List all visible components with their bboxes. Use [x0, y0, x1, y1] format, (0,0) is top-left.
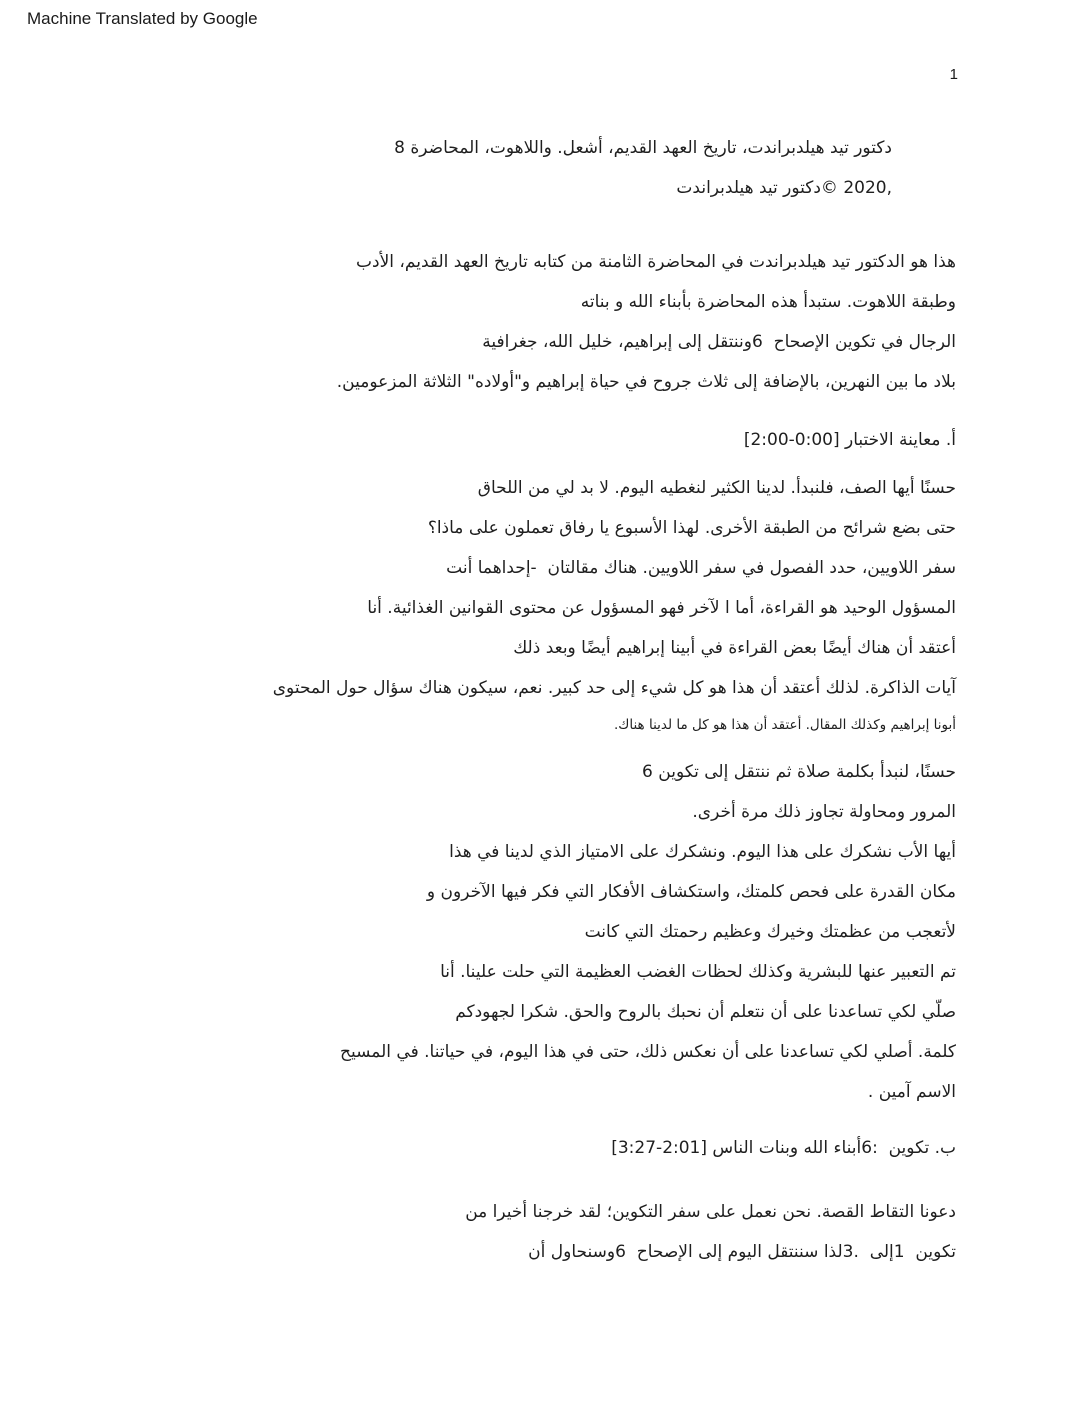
paragraph-intro — [130, 242, 956, 402]
paragraph-line: المرور ومحاولة تجاوز ذلك مرة أخرى. — [692, 802, 956, 822]
paragraph-line: المسؤول الوحيد هو القراءة، أما ا لآخر فهو المسؤول عن محتوى القوانين الغذائية. أنا — [367, 598, 956, 618]
section-heading-b — [130, 1128, 956, 1168]
paragraph-line: آيات الذاكرة. لذلك أعتقد أن هذا هو كل شيء إلى حد كبير. نعم، سيكون هناك سؤال حول المحتوى — [272, 678, 956, 698]
paragraph-line: حسنًا أيها الصف، فلنبدأ. لدينا الكثير لنغطيه اليوم. لا بد لي من اللحاق — [477, 478, 956, 498]
doc-header-line-1: دكتور تيد هيلدبراندت، تاريخ العهد القديم، أشعل. واللاهوت، المحاضرة 8 — [394, 138, 892, 158]
paragraph-line: حتى بضع شرائح من الطبقة الأخرى. لهذا الأسبوع يا رفاق تعملون على ماذا؟ — [427, 518, 956, 538]
paragraph-line: سفر اللاويين، حدد الفصول في سفر اللاويين. هناك مقالتان -إحداهما أنت — [446, 558, 956, 578]
paragraph-line: حسنًا، لنبدأ بكلمة صلاة ثم ننتقل إلى تكوين 6 — [642, 762, 956, 782]
paragraph-line: هذا هو الدكتور تيد هيلدبراندت في المحاضرة الثامنة من كتابه تاريخ العهد القديم، الأدب — [356, 252, 956, 272]
paragraph-quiz-preview — [130, 468, 956, 742]
paragraph-line: مكان القدرة على فحص كلمتك، واستكشاف الأفكار التي فكر فيها الآخرون و — [426, 882, 956, 902]
paragraph-line: دعونا التقاط القصة. نحن نعمل على سفر التكوين؛ لقد خرجنا أخيرا من — [465, 1202, 956, 1222]
section-heading-a-text: أ. معاينة الاختبار [0:00-2:00] — [743, 430, 956, 450]
paragraph-line: صلّي لكي تساعدنا على أن نتعلم أن نحبك بالروح والحق. شكرا لجهودكم — [455, 1002, 956, 1022]
section-heading-b-text: ب. تكوين :6أبناء الله وبنات الناس [2:01-3:27] — [611, 1138, 956, 1158]
doc-header-line-2: ,2020 ©دكتور تيد هيلدبراندت — [676, 178, 892, 198]
paragraph-line: تكوين 1إلى .3لذا سننتقل اليوم إلى الإصحاح 6وسنحاول أن — [528, 1242, 956, 1262]
doc-header — [130, 128, 956, 208]
paragraph-line: تم التعبير عنها للبشرية وكذلك لحظات الغضب العظيمة التي حلت علينا. أنا — [440, 962, 956, 982]
paragraph-line: الاسم آمين . — [867, 1082, 956, 1102]
page-number: 1 — [949, 66, 958, 83]
document-body — [130, 0, 956, 1272]
paragraph-line: كلمة. أصلي لكي تساعدنا على أن نعكس ذلك، حتى في هذا اليوم، في حياتنا. في المسيح — [340, 1042, 956, 1062]
paragraph-line: الرجال في تكوين الإصحاح 6وننتقل إلى إبراهيم، خليل الله، جغرافية — [482, 332, 956, 352]
translation-banner: Machine Translated by Google — [27, 9, 258, 28]
paragraph-line: أعتقد أن هناك أيضًا بعض القراءة في أبينا إبراهيم أيضًا وبعد ذلك — [513, 638, 956, 658]
section-heading-a — [130, 420, 956, 460]
paragraph-line: أيها الأب نشكرك على هذا اليوم. ونشكرك على الامتياز الذي لدينا في هذا — [449, 842, 956, 862]
paragraph-genesis — [130, 1192, 956, 1272]
paragraph-line: وطبقة اللاهوت. ستبدأ هذه المحاضرة بأبناء الله و بناته — [580, 292, 956, 312]
paragraph-line: لأتعجب من عظمتك وخيرك وعظيم رحمتك التي كانت — [584, 922, 956, 942]
paragraph-line-small: أبونا إبراهيم وكذلك المقال. أعتقد أن هذا هو كل ما لدينا هناك. — [613, 717, 956, 733]
paragraph-line: بلاد ما بين النهرين، بالإضافة إلى ثلاث جروح في حياة إبراهيم و"أولاده" الثلاثة المزعومين. — [336, 372, 956, 392]
paragraph-prayer — [130, 752, 956, 1112]
